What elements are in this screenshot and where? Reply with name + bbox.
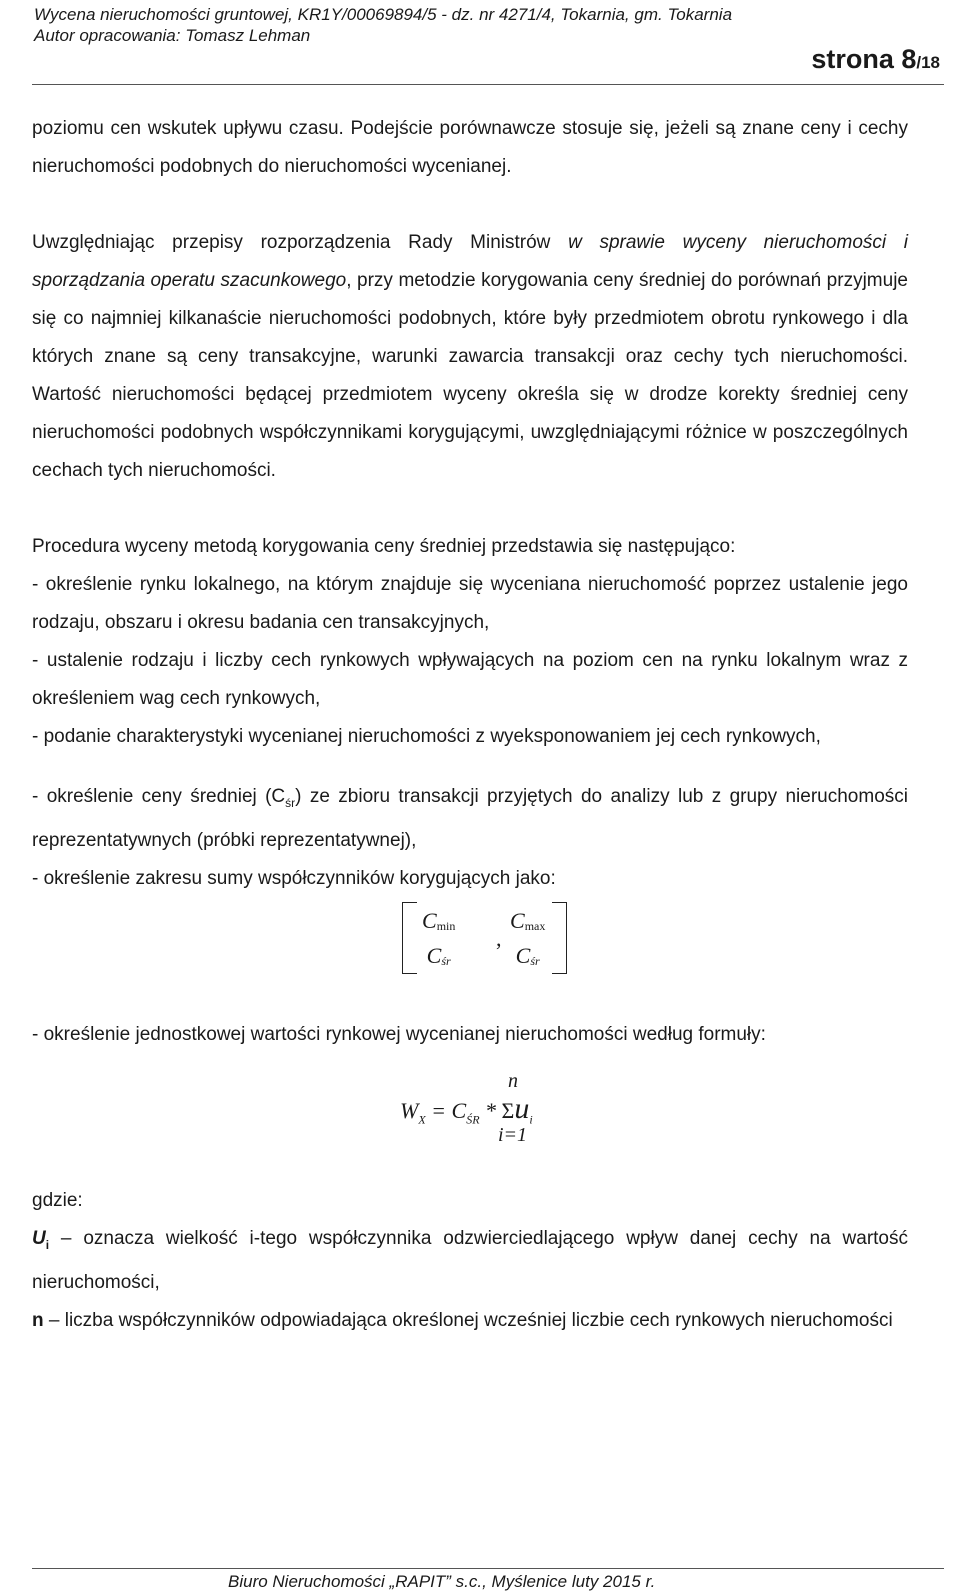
definition-u <box>32 1220 908 1302</box>
footer-divider <box>32 1568 944 1569</box>
header-divider <box>32 84 944 85</box>
document-footer: Biuro Nieruchomości „RAPIT” s.c., Myślenice luty 2015 r. <box>228 1572 656 1591</box>
procedure-step-5: - określenie zakresu sumy współczynników korygujących jako: <box>32 867 556 889</box>
left-bracket <box>402 902 417 974</box>
paragraph-2-text-b: , przy metodzie korygowania ceny średniej do porównań przyjmuje się co najmniej kilkanaście nieruchomości podobnych, które były przedmiotem obrotu rynkowego i dla których znane są ceny transakcyjne, warunki zawarcia transakcji oraz cechy tych nieruchomości. Wartość nieruchomości będącej przedmiotem wyceny określa się w drodze korekty średniej ceny nieruchomości podobnych współczynnikami korygującymi, uwzględniającymi różnice w poszczególnych cechach tych nieruchomości. <box>32 270 908 481</box>
document-header <box>34 4 732 46</box>
paragraph-2 <box>32 224 908 490</box>
header-author: Autor opracowania: Tomasz Lehman <box>34 26 311 45</box>
num-min-symbol: C <box>422 907 437 933</box>
definition-n <box>32 1302 908 1340</box>
procedure-step-2: - ustalenie rodzaju i liczby cech rynkowych wpływających na poziom cen na rynku lokalnym wraz z określeniem wag cech rynkowych, <box>32 650 908 709</box>
w-symbol: W <box>400 1097 419 1123</box>
den-min-symbol: C <box>426 942 442 968</box>
procedure-step-3: - podanie charakterystyki wycenianej nieruchomości z wyeksponowaniem jej cech rynkowych, <box>32 726 821 747</box>
header-title: Wycena nieruchomości gruntowej, KR1Y/00069894/5 - dz. nr 4271/4, Tokarnia, gm. Tokarnia <box>34 5 733 24</box>
u-symbol: u <box>514 1091 530 1125</box>
equals-c: = C <box>425 1097 467 1123</box>
num-min-sub: min <box>436 918 456 933</box>
num-max-symbol: C <box>510 907 525 933</box>
n-term: n <box>32 1309 44 1331</box>
paragraph-2-text-a: Uwzględniając przepisy rozporządzenia Rady Ministrów <box>32 232 569 253</box>
u-sub: i <box>529 1112 533 1127</box>
paragraph-1: poziomu cen wskutek upływu czasu. Podejście porównawcze stosuje się, jeżeli są znane ceny i cechy nieruchomości podobnych do nieruchomości wycenianej. <box>32 118 908 177</box>
den-max-symbol: C <box>515 942 531 968</box>
fraction-max <box>510 906 545 976</box>
document-body <box>32 110 908 1340</box>
multiply-op: * <box>479 1097 502 1123</box>
u-description: – oznacza wielkość i-tego współczynnika odzwierciedlającego wpływ danej cechy na wartość nieruchomości, <box>32 1227 908 1293</box>
u-term-sub: i <box>45 1237 50 1252</box>
n-description: – liczba współczynników odpowiadająca określonej wcześniej liczbie cech rynkowych nieruchomości <box>43 1309 893 1331</box>
procedure-step-4 <box>32 778 908 860</box>
gdzie-label: gdzie: <box>32 1189 83 1211</box>
c-sub: ŚR <box>466 1112 480 1127</box>
fraction-min <box>422 906 455 976</box>
coefficient-range-formula <box>32 902 908 992</box>
num-max-sub: max <box>524 918 546 933</box>
page-total: /18 <box>916 53 940 72</box>
regulation-title: w sprawie wyceny nieruchomości i sporządzania operatu szacunkowego <box>32 232 908 291</box>
den-max-sub: śr <box>530 953 540 968</box>
w-sub: X <box>418 1112 426 1127</box>
range-separator: , <box>496 925 502 951</box>
sum-upper-limit: n <box>508 1069 518 1092</box>
procedure-step-4-text-a: - określenie ceny średniej (C <box>32 786 286 807</box>
procedure-step-1: - określenie rynku lokalnego, na którym znajduje się wyceniana nieruchomość poprzez ustalenie jego rodzaju, obszaru i okresu badania cen transakcyjnych, <box>32 574 908 633</box>
procedure-step-6: - określenie jednostkowej wartości rynkowej wycenianej nieruchomości według formuły: <box>32 1023 766 1045</box>
cena-srednia-sub: śr <box>285 795 296 810</box>
sum-lower-limit: i=1 <box>498 1123 528 1146</box>
den-min-sub: śr <box>441 953 451 968</box>
page-label: strona 8 <box>811 44 917 74</box>
unit-value-formula <box>32 1054 908 1158</box>
page-number <box>811 44 940 75</box>
u-term: U <box>32 1227 46 1249</box>
paragraph-3: Procedura wyceny metodą korygowania ceny średniej przedstawia się następująco: <box>32 536 736 557</box>
procedure-step-4-text-b: ) ze zbioru transakcji przyjętych do analizy lub z grupy nieruchomości reprezentatywnych (próbki reprezentatywnej), <box>32 786 908 851</box>
right-bracket <box>552 902 567 974</box>
sigma-symbol: Σ <box>501 1097 515 1123</box>
